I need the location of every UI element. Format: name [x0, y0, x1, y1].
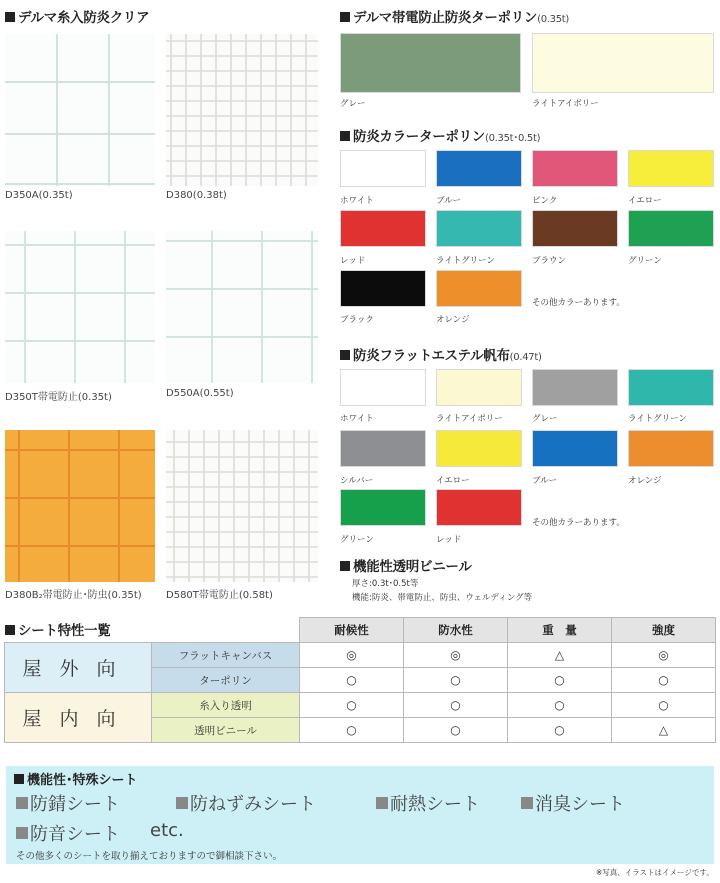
- color-swatch: [532, 369, 618, 406]
- special-item-label: 防音シート: [30, 824, 120, 845]
- rating-cell: ○: [300, 693, 404, 718]
- color-swatch: [436, 150, 522, 187]
- swatch-label: レッド: [340, 256, 366, 266]
- sheet-properties-table: [4, 617, 716, 743]
- mesh-sample-d380: [166, 34, 318, 186]
- mesh-caption: D380B₂帯電防止･防虫(0.35t): [5, 590, 142, 601]
- other-colors-note: その他カラーあります。: [532, 518, 625, 528]
- swatch-label: オレンジ: [628, 476, 662, 486]
- swatch-label: ブルー: [436, 196, 462, 206]
- mesh-caption: D580T帯電防止(0.58t): [166, 590, 273, 601]
- thickness-note: (0.47t): [509, 352, 542, 363]
- color-swatch: [628, 430, 714, 467]
- color-swatch: [436, 430, 522, 467]
- rating-cell: ○: [404, 718, 508, 743]
- table-row: [5, 643, 716, 668]
- group-indoor: 屋内向: [5, 693, 152, 743]
- swatch-label: ホワイト: [340, 196, 374, 206]
- special-item: [16, 790, 120, 816]
- color-swatch: [628, 150, 714, 187]
- rating-cell: ○: [508, 718, 612, 743]
- square-bullet-icon: [176, 797, 188, 809]
- mesh-caption: D380(0.38t): [166, 190, 227, 201]
- row-label: ターポリン: [152, 668, 300, 693]
- vinyl-functions: 機能:防炎、帯電防止、防虫、ウェルディング等: [352, 593, 533, 603]
- thickness-note: (0.35t): [537, 14, 570, 25]
- mesh-caption: D350A(0.35t): [5, 190, 73, 201]
- column-header: 耐候性: [300, 618, 404, 643]
- special-footer-note: その他多くのシートを取り揃えておりますので御相談下さい。: [16, 851, 283, 862]
- color-tarp-title-text: 防炎カラーターポリン: [353, 129, 485, 145]
- color-swatch: [340, 210, 426, 247]
- swatch-label: イエロー: [436, 476, 470, 486]
- mesh-sample-d550a: [166, 231, 318, 383]
- mesh-sample-d350a: [5, 34, 155, 186]
- square-bullet-icon: [14, 774, 24, 784]
- swatch-label: グリーン: [340, 535, 374, 545]
- swatch-label: ブラック: [340, 315, 374, 325]
- rating-cell: ○: [612, 668, 716, 693]
- table-header-row: [5, 618, 716, 643]
- vinyl-title-text: 機能性透明ビニール: [353, 559, 472, 575]
- swatch-label: オレンジ: [436, 315, 470, 325]
- special-item: [376, 790, 480, 816]
- swatch-label: グレー: [340, 99, 366, 109]
- vinyl-thickness: 厚さ:0.3t･0.5t等: [352, 579, 419, 589]
- vinyl-title: [340, 555, 472, 575]
- table-row: [5, 693, 716, 718]
- other-colors-note: その他カラーあります。: [532, 298, 625, 308]
- mesh-grid-image: [5, 34, 155, 186]
- square-bullet-icon: [376, 797, 388, 809]
- rating-cell: ◎: [612, 643, 716, 668]
- special-item-label: 耐熱シート: [390, 794, 480, 815]
- square-bullet-icon: [340, 561, 350, 571]
- square-bullet-icon: [521, 797, 533, 809]
- color-swatch: [340, 369, 426, 406]
- swatch-label: イエロー: [628, 196, 662, 206]
- color-swatch: [340, 430, 426, 467]
- mesh-caption: D350T帯電防止(0.35t): [5, 392, 112, 403]
- mesh-sample-d350t: [5, 231, 155, 383]
- color-swatch: [340, 489, 426, 526]
- swatch-label: シルバー: [340, 476, 374, 486]
- special-item-label: 防ねずみシート: [190, 794, 316, 815]
- delma-tarp-title: [340, 6, 569, 26]
- mesh-title-text: デルマ糸入防炎クリア: [18, 10, 150, 26]
- swatch-label: ライトグリーン: [628, 414, 687, 424]
- color-swatch: [436, 210, 522, 247]
- column-header: 防水性: [404, 618, 508, 643]
- swatch-label: ブラウン: [532, 256, 567, 266]
- color-swatch: [628, 210, 714, 247]
- mesh-sample-d380b2: [5, 430, 155, 582]
- swatch-label: ライトアイボリー: [532, 99, 599, 109]
- spec-table-title-text: シート特性一覧: [18, 623, 111, 639]
- row-label: 透明ビニール: [152, 718, 300, 743]
- mesh-grid-image: [5, 231, 155, 383]
- group-outdoor: 屋外向: [5, 643, 152, 693]
- color-swatch: [436, 270, 522, 307]
- delma-tarp-title-text: デルマ帯電防止防炎ターポリン: [353, 10, 538, 26]
- mesh-grid-image: [166, 430, 318, 582]
- thickness-note: (0.35t･0.5t): [485, 133, 541, 144]
- column-header: 重 量: [508, 618, 612, 643]
- square-bullet-icon: [16, 797, 28, 809]
- rating-cell: ◎: [404, 643, 508, 668]
- mesh-sample-d580t: [166, 430, 318, 582]
- square-bullet-icon: [340, 350, 350, 360]
- square-bullet-icon: [5, 12, 15, 22]
- rating-cell: △: [612, 718, 716, 743]
- color-swatch: [532, 150, 618, 187]
- mesh-caption: D550A(0.55t): [166, 388, 234, 399]
- mesh-grid-image: [166, 231, 318, 383]
- special-item-label: 防錆シート: [30, 794, 120, 815]
- color-swatch: [532, 430, 618, 467]
- special-item: [16, 820, 120, 846]
- rating-cell: ◎: [300, 643, 404, 668]
- rating-cell: △: [508, 643, 612, 668]
- square-bullet-icon: [340, 12, 350, 22]
- square-bullet-icon: [340, 131, 350, 141]
- color-swatch: [436, 369, 522, 406]
- color-swatch: [532, 210, 618, 247]
- mesh-grid-image: [166, 34, 318, 186]
- swatch-label: ホワイト: [340, 414, 374, 424]
- rating-cell: ○: [612, 693, 716, 718]
- swatch-label: レッド: [436, 535, 462, 545]
- column-header: 強度: [612, 618, 716, 643]
- rating-cell: ○: [404, 693, 508, 718]
- color-swatch: [436, 489, 522, 526]
- mesh-grid-image: [5, 430, 155, 582]
- flat-canvas-title-text: 防炎フラットエステル帆布: [353, 348, 510, 364]
- mesh-section-title: [5, 6, 149, 26]
- image-disclaimer: ※写真、イラストはイメージです。: [596, 868, 714, 877]
- swatch-label: ライトアイボリー: [436, 414, 503, 424]
- swatch-label: ピンク: [532, 196, 558, 206]
- swatch-label: グレー: [532, 414, 558, 424]
- color-swatch: [340, 33, 521, 93]
- square-bullet-icon: [16, 827, 28, 839]
- swatch-label: ブルー: [532, 476, 558, 486]
- special-sheets-title-text: 機能性･特殊シート: [27, 773, 138, 788]
- rating-cell: ○: [404, 668, 508, 693]
- rating-cell: ○: [300, 668, 404, 693]
- color-swatch: [340, 150, 426, 187]
- rating-cell: ○: [300, 718, 404, 743]
- flat-canvas-title: [340, 344, 542, 364]
- rating-cell: ○: [508, 668, 612, 693]
- special-sheets-title: [14, 769, 138, 788]
- color-swatch: [340, 270, 426, 307]
- color-swatch: [532, 33, 714, 93]
- color-tarp-title: [340, 125, 540, 145]
- special-etc: etc.: [150, 820, 184, 841]
- swatch-label: ライトグリーン: [436, 256, 495, 266]
- row-label: フラットキャンバス: [152, 643, 300, 668]
- special-item: [176, 790, 316, 816]
- swatch-label: グリーン: [628, 256, 662, 266]
- rating-cell: ○: [508, 693, 612, 718]
- special-item-label: 消臭シート: [535, 794, 625, 815]
- special-item: [521, 790, 625, 816]
- color-swatch: [628, 369, 714, 406]
- row-label: 糸入り透明: [152, 693, 300, 718]
